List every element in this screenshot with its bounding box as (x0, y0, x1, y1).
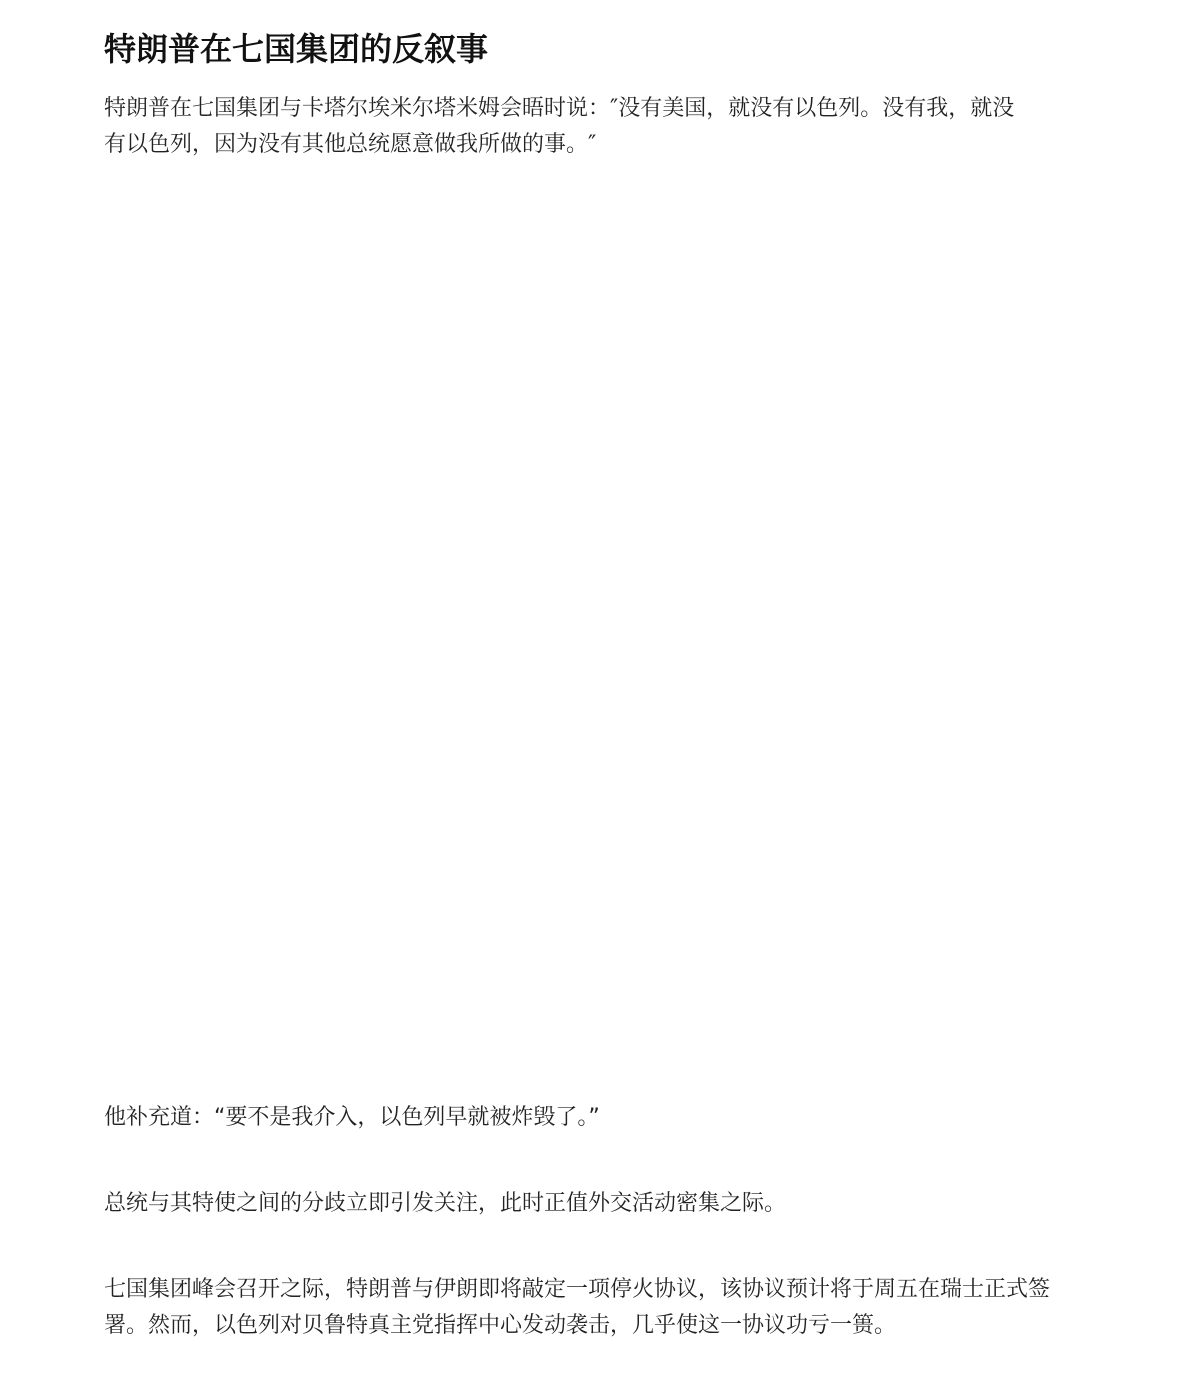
article-paragraph-divergence: 总统与其特使之间的分歧立即引发关注，此时正值外交活动密集之际。 (104, 1191, 787, 1216)
article-paragraph-quote: 特朗普在七国集团与卡塔尔埃米尔塔米姆会晤时说：″没有美国，就没有以色列。没有我，就没有以色列，因为没有其他总统愿意做我所做的事。″ (104, 96, 1015, 157)
article-title: 特朗普在七国集团的反叙事 (104, 30, 489, 68)
article-paragraph-addition: 他补充道：“要不是我介入，以色列早就被炸毁了。” (104, 1105, 600, 1130)
article-paragraph-ceasefire: 七国集团峰会召开之际，特朗普与伊朗即将敲定一项停火协议，该协议预计将于周五在瑞士正式签署。然而，以色列对贝鲁特真主党指挥中心发动袭击，几乎使这一协议功亏一篑。 (104, 1277, 1051, 1338)
embedded-media-area (104, 180, 1064, 1080)
